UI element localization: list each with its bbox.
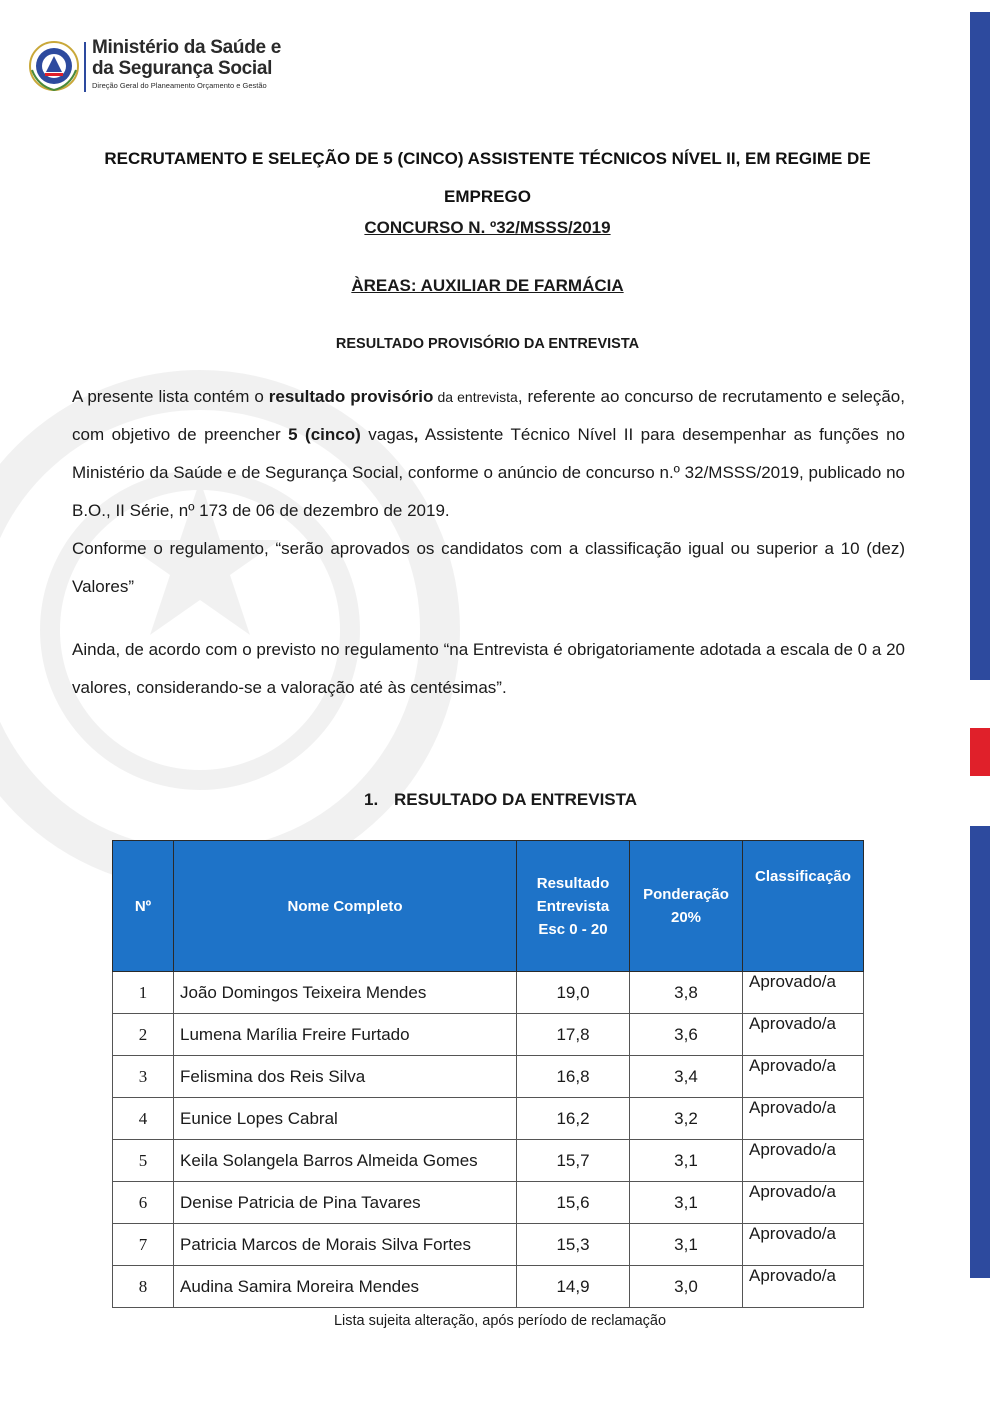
row-classificacao: Aprovado/a [743, 1266, 864, 1308]
section-number: 1. [364, 790, 379, 809]
row-result: 15,6 [517, 1182, 630, 1224]
logo-title-line2: da Segurança Social [92, 58, 273, 79]
header-pond-l1: Ponderação [643, 886, 729, 903]
row-result: 19,0 [517, 972, 630, 1014]
table-row [113, 1140, 864, 1182]
document-title: RECRUTAMENTO E SELEÇÃO DE 5 (CINCO) ASSISTENTE TÉCNICOS NÍVEL II, EM REGIME DE EMPREGO [104, 149, 871, 206]
header-result [517, 841, 630, 972]
row-num: 1 [113, 972, 174, 1014]
row-classificacao: Aprovado/a [743, 972, 864, 1014]
table-header-row [113, 841, 864, 972]
header-classificacao: Classificação [743, 841, 864, 972]
p1-bold-comma: , [413, 425, 419, 444]
ministry-logo [28, 36, 288, 96]
table-row [113, 1182, 864, 1224]
p1-text-c: , referente ao concurso de recrutamento e seleção, com objetivo de preencher [72, 387, 905, 444]
header-result-l2: Entrevista [536, 897, 610, 915]
row-num: 2 [113, 1014, 174, 1056]
row-classificacao: Aprovado/a [743, 1014, 864, 1056]
row-num: 8 [113, 1266, 174, 1308]
areas-title: ÀREAS: AUXILIAR DE FARMÁCIA [351, 276, 624, 295]
row-ponderacao: 3,8 [630, 972, 743, 1014]
p1-text-a: A presente lista contém o [72, 387, 269, 406]
row-result: 15,3 [517, 1224, 630, 1266]
section-heading [364, 790, 637, 810]
row-ponderacao: 3,1 [630, 1182, 743, 1224]
row-num: 3 [113, 1056, 174, 1098]
header-result-l3: Esc 0 - 20 [538, 920, 608, 938]
scale-paragraph: Ainda, de acordo com o previsto no regulamento “na Entrevista é obrigatoriamente adotada a escala de 0 a 20 valores, considerando-se a valoração até às centésimas”. [72, 640, 905, 697]
header-result-l1: Resultado [536, 874, 610, 892]
row-num: 7 [113, 1224, 174, 1266]
concurso-number: CONCURSO N. º32/MSSS/2019 [364, 218, 611, 237]
row-ponderacao: 3,4 [630, 1056, 743, 1098]
row-name: Felismina dos Reis Silva [174, 1056, 517, 1098]
row-num: 4 [113, 1098, 174, 1140]
side-bar-red [970, 728, 990, 776]
row-result: 16,2 [517, 1098, 630, 1140]
row-name: João Domingos Teixeira Mendes [174, 972, 517, 1014]
table-row [113, 1014, 864, 1056]
row-ponderacao: 3,1 [630, 1140, 743, 1182]
p1-text-d: vagas [360, 425, 414, 444]
row-ponderacao: 3,0 [630, 1266, 743, 1308]
row-num: 5 [113, 1140, 174, 1182]
header-ponderacao [630, 841, 743, 972]
logo-subtitle: Direção Geral do Planeamento Orçamento e Gestão [92, 81, 267, 90]
side-bar-blue-top [970, 12, 990, 680]
result-subtitle: RESULTADO PROVISÓRIO DA ENTREVISTA [335, 336, 640, 352]
table-row [113, 1056, 864, 1098]
row-name: Audina Samira Moreira Mendes [174, 1266, 517, 1308]
row-ponderacao: 3,1 [630, 1224, 743, 1266]
p1-text-b: da entrevista [433, 389, 518, 405]
logo-divider [84, 42, 86, 92]
row-name: Eunice Lopes Cabral [174, 1098, 517, 1140]
row-result: 15,7 [517, 1140, 630, 1182]
row-result: 14,9 [517, 1266, 630, 1308]
row-name: Denise Patricia de Pina Tavares [174, 1182, 517, 1224]
p1-bold-result: resultado provisório [268, 387, 434, 406]
row-classificacao: Aprovado/a [743, 1182, 864, 1224]
header-pond-l2: 20% [670, 909, 702, 926]
table-row [113, 1098, 864, 1140]
row-name: Patricia Marcos de Morais Silva Fortes [174, 1224, 517, 1266]
header-name: Nome Completo [174, 841, 517, 972]
row-ponderacao: 3,6 [630, 1014, 743, 1056]
p1-text-e: Assistente Técnico Nível II para desempenhar as funções no Ministério da Saúde e de Segurança Social, conforme o anúncio de concurso n.º 32/MSSS/2019, publicado no B.O., II Série, nº 173 de 06 de dezembro de 2019. [72, 425, 906, 520]
row-ponderacao: 3,2 [630, 1098, 743, 1140]
side-bar-blue-bottom [970, 826, 990, 1278]
p1-bold-vagas: 5 (cinco) [288, 425, 361, 444]
intro-paragraph [72, 378, 905, 530]
section-title: RESULTADO DA ENTREVISTA [394, 790, 638, 809]
logo-title-line1: Ministério da Saúde e [92, 37, 282, 58]
row-classificacao: Aprovado/a [743, 1098, 864, 1140]
row-classificacao: Aprovado/a [743, 1224, 864, 1266]
row-result: 17,8 [517, 1014, 630, 1056]
row-name: Keila Solangela Barros Almeida Gomes [174, 1140, 517, 1182]
header-num: Nº [113, 841, 174, 972]
table-row [113, 1224, 864, 1266]
table-row [113, 972, 864, 1014]
results-table [112, 840, 864, 1308]
coat-of-arms-icon [28, 40, 80, 92]
footer-note: Lista sujeita alteração, após período de reclamação [333, 1313, 667, 1329]
row-num: 6 [113, 1182, 174, 1224]
row-classificacao: Aprovado/a [743, 1056, 864, 1098]
row-classificacao: Aprovado/a [743, 1140, 864, 1182]
row-result: 16,8 [517, 1056, 630, 1098]
table-row [113, 1266, 864, 1308]
regulation-paragraph: Conforme o regulamento, “serão aprovados os candidatos com a classificação igual ou superior a 10 (dez) Valores” [72, 539, 905, 596]
row-name: Lumena Marília Freire Furtado [174, 1014, 517, 1056]
